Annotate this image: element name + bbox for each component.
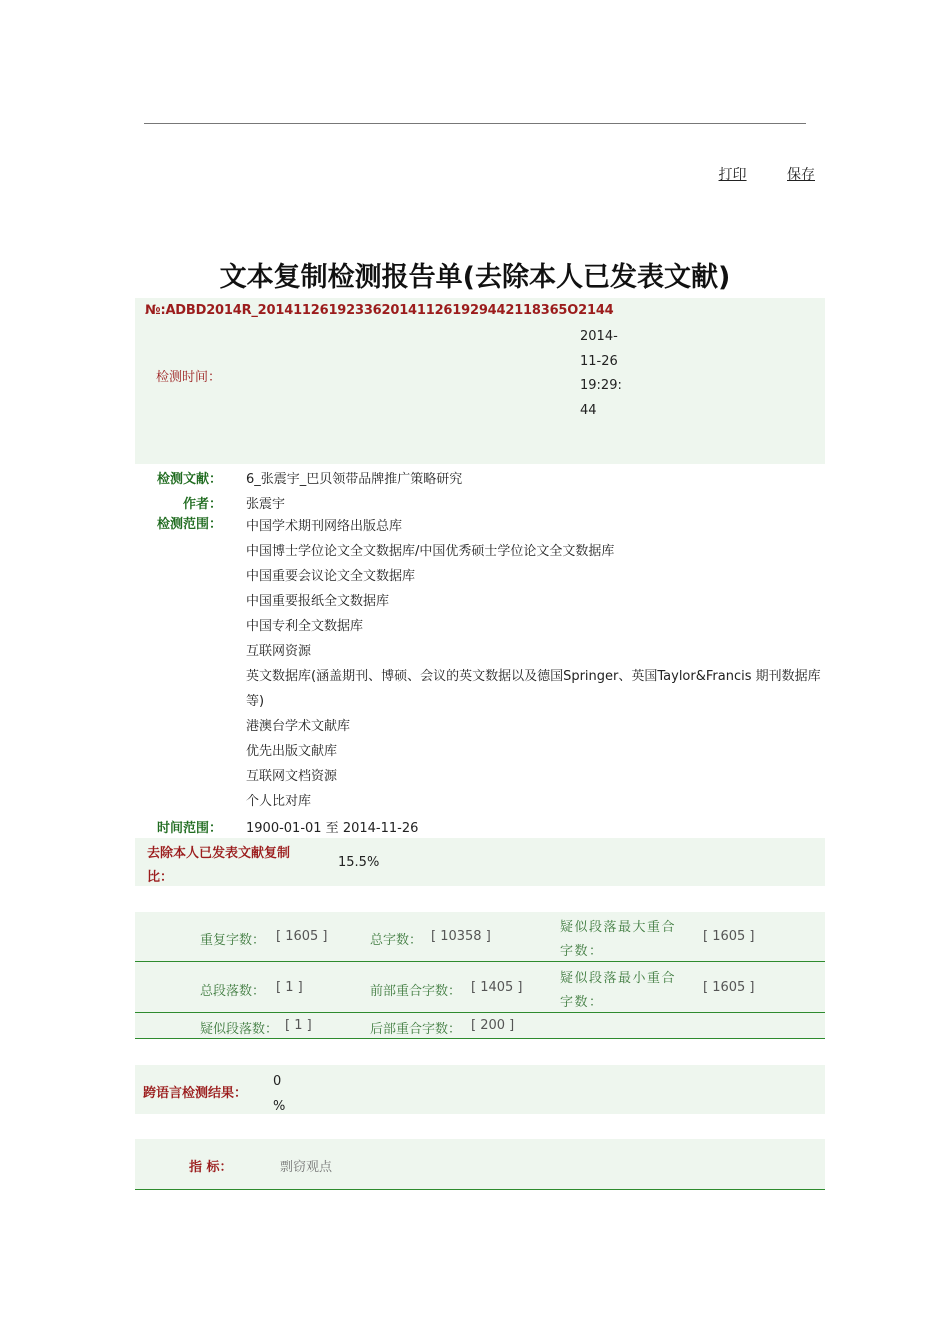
indicator-label: 指 标： [189,1160,233,1175]
copy-ratio-label-line: 去除本人已发表文献复制 [147,846,291,861]
total-paragraphs-label: 总段落数： [200,984,266,999]
cross-language-value-line: 0 [273,1074,282,1089]
check-time-line: 44 [580,402,597,418]
copy-ratio-label-line: 比： [147,870,174,885]
min-overlap-label-line: 疑似段落最小重合 [560,971,677,986]
scope-list [246,514,821,814]
stats-row-divider [135,961,825,962]
repeat-chars-label: 重复字数： [200,933,266,948]
total-paragraphs-value: [ 1 ] [276,980,303,995]
total-chars-value: [ 10358 ] [431,929,491,944]
front-overlap-label: 前部重合字数： [370,984,462,999]
print-link[interactable]: 打印 [718,167,747,183]
scope-item: 港澳台学术文献库 [246,719,351,734]
scope-item: 中国学术期刊网络出版总库 [246,519,403,534]
min-overlap-value: [ 1605 ] [703,980,755,995]
check-time-value [580,325,622,423]
total-chars-label: 总字数： [370,933,423,948]
report-number: №:ADBD2014R_20141126192336201411261929442118365O2144 [145,303,614,318]
toolbar [683,164,815,184]
check-time-line: 19:29: [580,378,622,393]
check-time-label: 检测时间： [156,370,222,385]
scope-item: 中国重要会议论文全文数据库 [246,569,416,584]
max-overlap-label-line: 疑似段落最大重合 [560,920,677,935]
stats-row-divider [135,1038,825,1039]
report-title: 文本复制检测报告单(去除本人已发表文献) [219,262,731,293]
check-time-line: 11-26 [580,353,618,369]
max-overlap-label [560,916,676,964]
min-overlap-label-line: 字数： [560,995,604,1010]
stats-row-divider [135,1012,825,1013]
scope-item: 中国重要报纸全文数据库 [246,594,390,609]
scope-item: 个人比对库 [246,794,312,809]
top-divider [144,123,806,124]
document-value: 6_张震宇_巴贝领带品牌推广策略研究 [246,472,463,487]
cross-language-value-line: % [273,1099,286,1114]
document-label: 检测文献： [156,472,222,487]
max-overlap-label-line: 字数： [560,944,604,959]
front-overlap-value: [ 1405 ] [471,980,523,995]
back-overlap-label: 后部重合字数： [370,1022,462,1037]
indicator-value: 剽窃观点 [280,1160,333,1175]
min-overlap-label [560,967,676,1015]
copy-ratio-label [147,842,290,890]
suspect-paragraphs-value: [ 1 ] [285,1018,312,1033]
scope-item: 中国专利全文数据库 [246,619,364,634]
cross-language-label: 跨语言检测结果： [143,1086,248,1101]
back-overlap-value: [ 200 ] [471,1018,515,1033]
check-time-line: 2014- [580,329,618,344]
scope-item: 互联网文档资源 [246,769,338,784]
author-value: 张震宇 [246,497,286,512]
suspect-paragraphs-label: 疑似段落数： [200,1022,279,1037]
save-link[interactable]: 保存 [787,167,815,183]
scope-label: 检测范围： [156,517,222,532]
time-range-label: 时间范围： [156,821,222,836]
scope-item: 中国博士学位论文全文数据库/中国优秀硕士学位论文全文数据库 [246,544,615,559]
author-label: 作者： [182,497,222,512]
scope-item: 优先出版文献库 [246,744,338,759]
report-header-band [135,298,825,464]
time-range-value: 1900-01-01 至 2014-11-26 [246,821,419,836]
cross-language-value [273,1069,285,1119]
max-overlap-value: [ 1605 ] [703,929,755,944]
scope-item: 互联网资源 [246,644,312,659]
indicator-band [135,1139,825,1189]
repeat-chars-value: [ 1605 ] [276,929,328,944]
copy-ratio-value: 15.5% [338,855,380,870]
scope-item: 英文数据库(涵盖期刊、博硕、会议的英文数据以及德国Springer、英国Taylor&Francis 期刊数据库等) [246,669,821,709]
indicator-divider [135,1189,825,1190]
